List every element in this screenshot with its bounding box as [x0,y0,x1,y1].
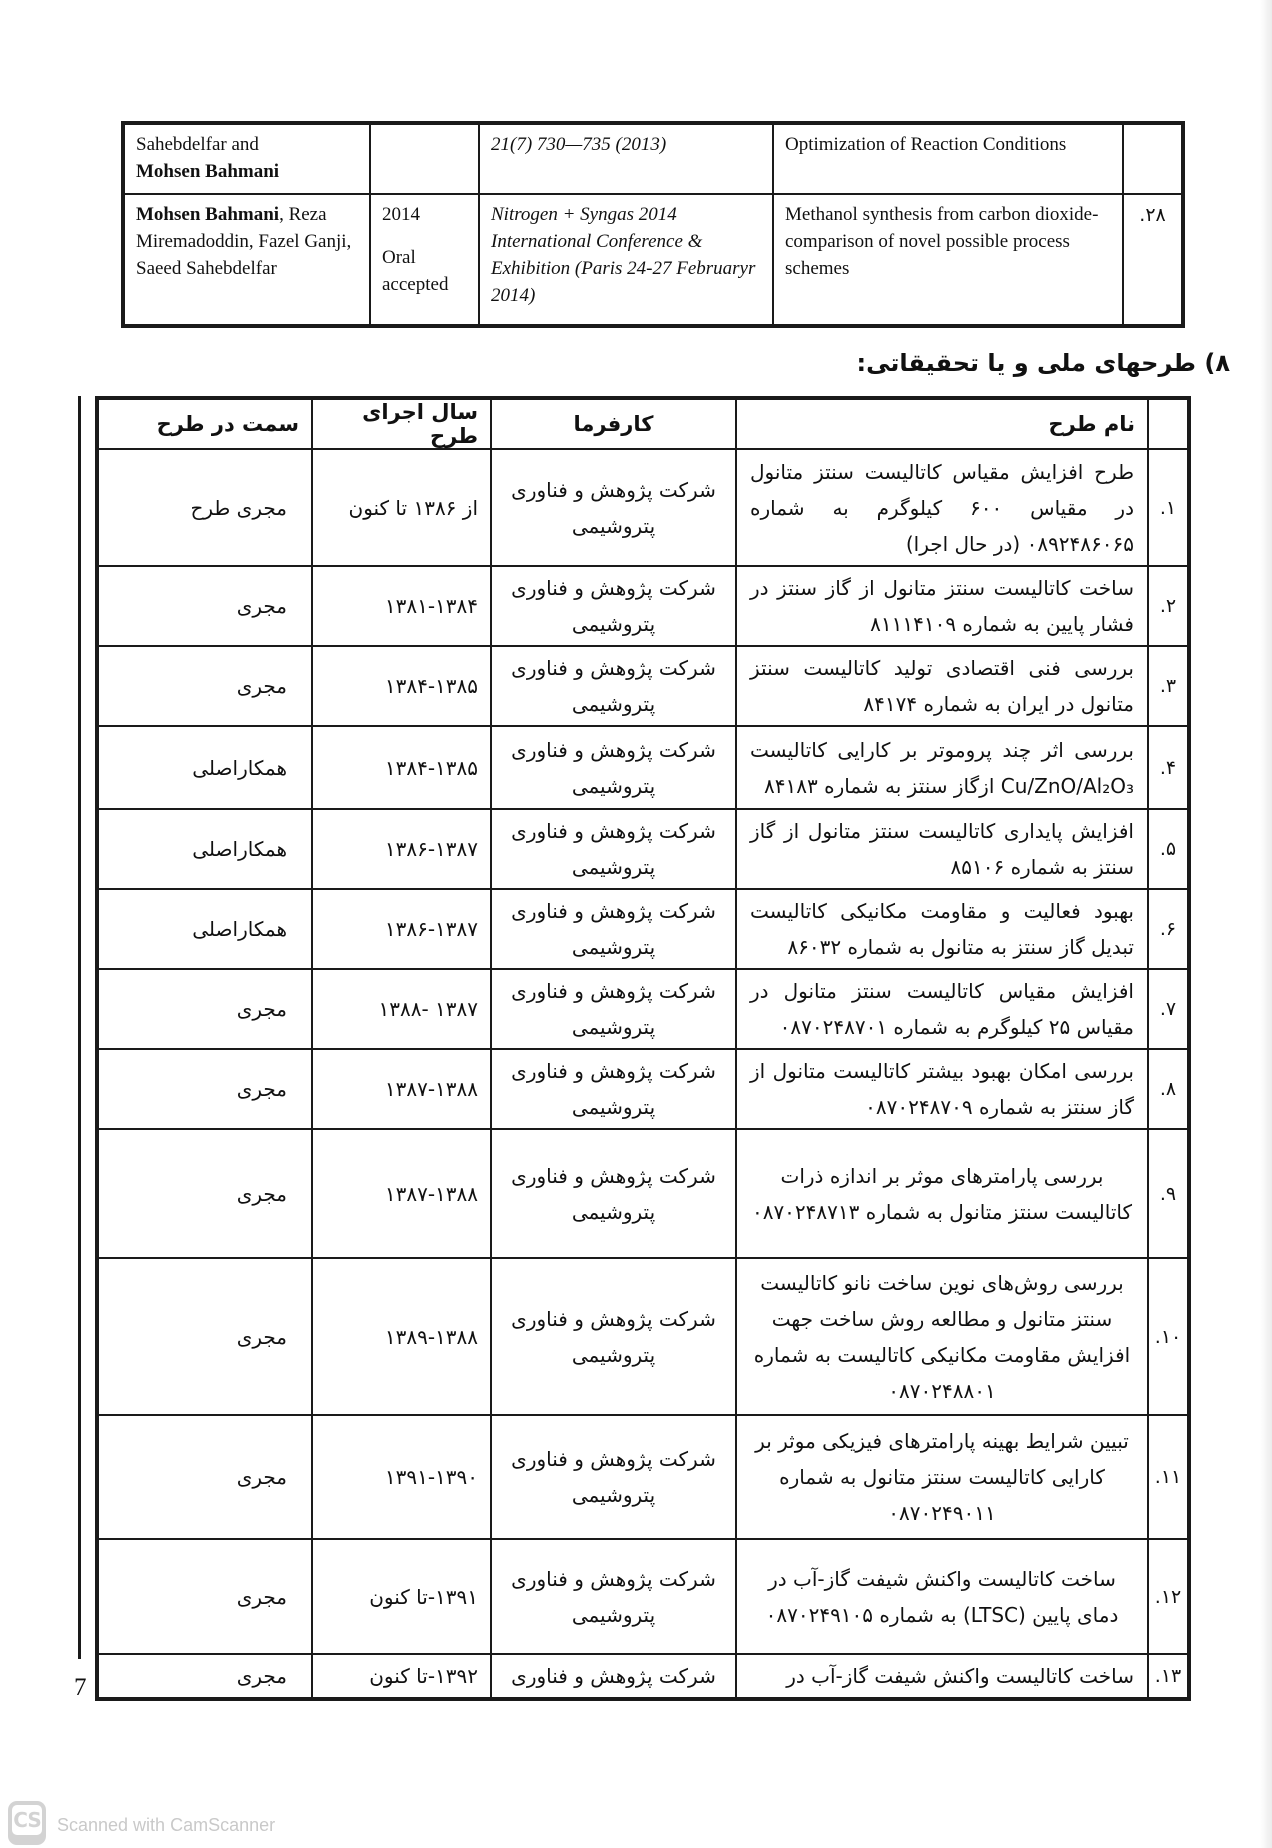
row-number-cell [1123,123,1183,194]
scan-edge-shadow [1260,0,1272,1848]
client-cell: شرکت پژوهش و فناوری پتروشیمی [491,726,736,809]
client-cell: شرکت پژوهش و فناوری [491,1654,736,1699]
table-row [123,123,1183,194]
header-number [1148,398,1189,449]
role-cell: مجری [97,1415,312,1539]
role-cell: مجری [97,566,312,646]
project-name-cell: تبیین شرایط بهینه پارامترهای فیزیکی موثر بر کارایی کاتالیست سنتز متانول به شماره ۰۸۷۰۲۴۹۰۱۱ [736,1415,1148,1539]
projects-table [95,396,1191,1701]
year-cell: ۱۳۸۹-۱۳۸۸ [312,1258,491,1415]
status-text: Oral accepted [382,246,449,295]
project-name-cell: ساخت کاتالیست واکنش شیفت گاز-آب در دمای پایین (LTSC) به شماره ۰۸۷۰۲۴۹۱۰۵ [736,1539,1148,1654]
role-cell: مجری [97,1049,312,1129]
year-cell: ۱۳۹۱-تا کنون [312,1539,491,1654]
header-role: سمت در طرح [97,398,312,449]
role-cell: مجری [97,969,312,1049]
year-cell: ۱۳۸۴-۱۳۸۵ [312,646,491,726]
title-cell: Optimization of Reaction Conditions [773,123,1123,194]
table-row [123,194,1183,326]
client-cell: شرکت پژوهش و فناوری پتروشیمی [491,1415,736,1539]
header-project-name: نام طرح [736,398,1148,449]
role-cell: مجری [97,1258,312,1415]
year-cell: ۱۳۸۶-۱۳۸۷ [312,889,491,969]
row-number-cell: ۸. [1148,1049,1189,1129]
project-name-cell: بهبود فعالیت و مقاومت مکانیکی کاتالیست تبدیل گاز سنتز به متانول به شماره ۸۶۰۳۲ [736,889,1148,969]
journal-cell: Nitrogen + Syngas 2014 International Conference & Exhibition (Paris 24-27 Februaryr 2014) [479,194,773,326]
authors-text: , Reza Miremadoddin, Fazel Ganji, Saeed Sahebdelfar [136,203,352,279]
journal-cell: 21(7) 730—735 (2013) [479,123,773,194]
row-number-cell: ۹. [1148,1129,1189,1258]
year-cell: ۱۳۸۷ -۱۳۸۸ [312,969,491,1049]
table-header-row [97,398,1189,449]
table-row [97,809,1189,889]
project-name-cell: بررسی اثر چند پروموتر بر کارایی کاتالیست Cu/ZnO/Al₂O₃ ازگاز سنتز به شماره ۸۴۱۸۳ [736,726,1148,809]
client-cell: شرکت پژوهش و فناوری پتروشیمی [491,566,736,646]
table-row [97,1654,1189,1699]
title-cell: Methanol synthesis from carbon dioxide- comparison of novel possible process schemes [773,194,1123,326]
client-cell: شرکت پژوهش و فناوری پتروشیمی [491,969,736,1049]
client-cell: شرکت پژوهش و فناوری پتروشیمی [491,809,736,889]
year-cell: ۱۳۸۱-۱۳۸۴ [312,566,491,646]
row-number-cell: ۱. [1148,449,1189,566]
role-cell: مجری طرح [97,449,312,566]
year-text: 2014 [382,203,420,225]
table-row [97,1258,1189,1415]
project-name-cell: بررسی پارامترهای موثر بر اندازه ذرات کاتالیست سنتز متانول به شماره ۰۸۷۰۲۴۸۷۱۳ [736,1129,1148,1258]
row-number-cell: ۶. [1148,889,1189,969]
project-name-cell: افزایش پایداری کاتالیست سنتز متانول از گاز سنتز به شماره ۸۵۱۰۶ [736,809,1148,889]
row-number-cell: ۲۸. [1123,194,1183,326]
row-number-cell: ۷. [1148,969,1189,1049]
header-year: سال اجرای طرح [312,398,491,449]
client-cell: شرکت پژوهش و فناوری پتروشیمی [491,449,736,566]
camscanner-logo-icon [8,1801,46,1845]
publications-table [121,121,1185,328]
header-client: کارفرما [491,398,736,449]
section-heading: ۸) طرحهای ملی و یا تحقیقاتی: [856,349,1230,377]
table-row [97,1129,1189,1258]
table-row [97,566,1189,646]
year-cell: ۱۳۸۶-۱۳۸۷ [312,809,491,889]
project-name-cell: ساخت کاتالیست سنتز متانول از گاز سنتز در فشار پایین به شماره ۸۱۱۱۴۱۰۹ [736,566,1148,646]
camscanner-badge-label: CS [12,1805,42,1835]
role-cell: مجری [97,1539,312,1654]
year-cell: ۱۳۸۷-۱۳۸۸ [312,1129,491,1258]
authors-bold-text: Mohsen Bahmani [136,160,280,182]
role-cell: همکاراصلی [97,809,312,889]
row-number-cell: ۳. [1148,646,1189,726]
year-cell: ۱۳۹۲-تا کنون [312,1654,491,1699]
project-name-cell: طرح افزایش مقیاس کاتالیست سنتز متانول در مقیاس ۶۰۰ کیلوگرم به شماره ۰۸۹۲۴۸۶۰۶۵ (در حال اجرا) [736,449,1148,566]
table-row [97,1539,1189,1654]
row-number-cell: ۱۲. [1148,1539,1189,1654]
table-row [97,889,1189,969]
role-cell: مجری [97,1129,312,1258]
project-name-cell: ساخت کاتالیست واکنش شیفت گاز-آب در [736,1654,1148,1699]
row-number-cell: ۴. [1148,726,1189,809]
year-cell: از ۱۳۸۶ تا کنون [312,449,491,566]
authors-cell [123,123,370,194]
project-name-cell: افزایش مقیاس کاتالیست سنتز متانول در مقیاس ۲۵ کیلوگرم به شماره ۰۸۷۰۲۴۸۷۰۱ [736,969,1148,1049]
camscanner-watermark-text: Scanned with CamScanner [57,1815,276,1835]
table-row [97,969,1189,1049]
authors-text: Sahebdelfar and [136,134,259,155]
row-number-cell: ۱۰. [1148,1258,1189,1415]
role-cell: همکاراصلی [97,889,312,969]
client-cell: شرکت پژوهش و فناوری پتروشیمی [491,1129,736,1258]
client-cell: شرکت پژوهش و فناوری پتروشیمی [491,1049,736,1129]
year-cell: ۱۳۹۱-۱۳۹۰ [312,1415,491,1539]
row-number-cell: ۵. [1148,809,1189,889]
role-cell: مجری [97,1654,312,1699]
authors-cell [123,194,370,326]
year-cell [370,194,479,326]
table-outer-border-line [78,396,81,1659]
year-cell [370,123,479,194]
year-cell: ۱۳۸۷-۱۳۸۸ [312,1049,491,1129]
table-row [97,1415,1189,1539]
client-cell: شرکت پژوهش و فناوری پتروشیمی [491,889,736,969]
project-name-cell: بررسی امکان بهبود بیشتر کاتالیست متانول از گاز سنتز به شماره ۰۸۷۰۲۴۸۷۰۹ [736,1049,1148,1129]
role-cell: مجری [97,646,312,726]
row-number-cell: ۲. [1148,566,1189,646]
client-cell: شرکت پژوهش و فناوری پتروشیمی [491,1539,736,1654]
client-cell: شرکت پژوهش و فناوری پتروشیمی [491,646,736,726]
role-cell: همکاراصلی [97,726,312,809]
row-number-cell: ۱۱. [1148,1415,1189,1539]
table-row [97,726,1189,809]
project-name-cell: بررسی روش‌های نوین ساخت نانو کاتالیست سنتز متانول و مطالعه روش ساخت جهت افزایش مقاومت مکانیکی کاتالیست به شماره ۰۸۷۰۲۴۸۸۰۱ [736,1258,1148,1415]
table-row [97,449,1189,566]
table-row [97,646,1189,726]
authors-bold-text: Mohsen Bahmani [136,203,280,225]
row-number-cell: ۱۳. [1148,1654,1189,1699]
page-number: 7 [74,1674,87,1701]
year-cell: ۱۳۸۴-۱۳۸۵ [312,726,491,809]
table-row [97,1049,1189,1129]
client-cell: شرکت پژوهش و فناوری پتروشیمی [491,1258,736,1415]
project-name-cell: بررسی فنی اقتصادی تولید کاتالیست سنتز متانول در ایران به شماره ۸۴۱۷۴ [736,646,1148,726]
